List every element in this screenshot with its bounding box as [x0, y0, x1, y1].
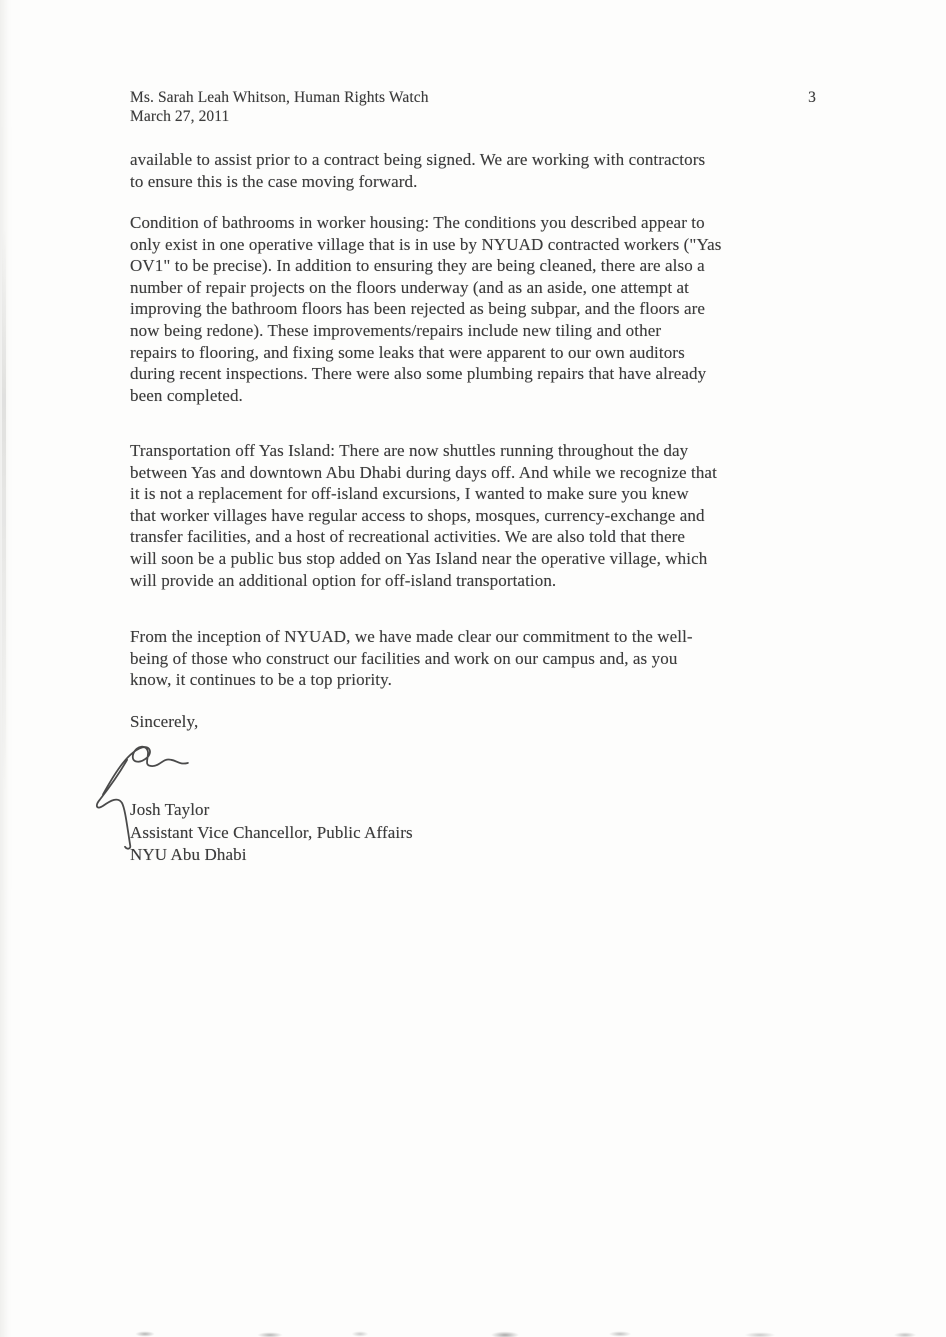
text-line: available to assist prior to a contract being signed. We are working with contractors — [130, 150, 706, 169]
text-line: only exist in one operative village that is in use by NYUAD contracted workers ("Yas — [130, 234, 722, 254]
paragraph-contract — [130, 149, 840, 192]
text-line: been completed. — [130, 385, 243, 405]
paragraph-commitment — [130, 626, 840, 691]
signature-block — [130, 799, 413, 867]
letter-header — [130, 88, 429, 126]
signer-title: Assistant Vice Chancellor, Public Affairs — [130, 822, 413, 842]
scan-bottom-smudges — [0, 1327, 946, 1337]
signer-name: Josh Taylor — [130, 800, 210, 819]
text-line: number of repair projects on the floors underway (and as an aside, one attempt at — [130, 277, 689, 297]
paragraph-bathrooms — [130, 212, 840, 406]
text-line: will provide an additional option for off-island transportation. — [130, 570, 557, 590]
text-line: improving the bathroom floors has been rejected as being subpar, and the floors are — [130, 299, 706, 319]
text-line: From the inception of NYUAD, we have made clear our commitment to the well- — [130, 627, 693, 646]
text-line: transfer facilities, and a host of recreational activities. We are also told that there — [130, 527, 686, 547]
scan-edge-artifact — [0, 0, 12, 1337]
text-line: know, it continues to be a top priority. — [130, 670, 392, 690]
text-line: during recent inspections. There were also some plumbing repairs that have already — [130, 364, 707, 384]
closing-salutation: Sincerely, — [130, 712, 199, 731]
paragraph-transportation — [130, 440, 840, 591]
signer-org: NYU Abu Dhabi — [130, 845, 247, 865]
text-line: Transportation off Yas Island: There are now shuttles running throughout the day — [130, 441, 689, 460]
text-line: it is not a replacement for off-island excursions, I wanted to make sure you knew — [130, 484, 689, 504]
text-line: will soon be a public bus stop added on Yas Island near the operative village, which — [130, 548, 708, 568]
text-line: that worker villages have regular access to shops, mosques, currency-exchange and — [130, 505, 705, 525]
text-line: now being redone). These improvements/repairs include new tiling and other — [130, 320, 662, 340]
text-line: between Yas and downtown Abu Dhabi during days off. And while we recognize that — [130, 462, 717, 482]
text-line: OV1" to be precise). In addition to ensuring they are being cleaned, there are also a — [130, 256, 705, 276]
text-line: repairs to flooring, and fixing some leaks that were apparent to our own auditors — [130, 342, 685, 362]
text-line: being of those who construct our facilities and work on our campus and, as you — [130, 648, 678, 668]
text-line: to ensure this is the case moving forward. — [130, 171, 418, 191]
text-line: Condition of bathrooms in worker housing: The conditions you described appear to — [130, 213, 705, 232]
header-date: March 27, 2011 — [130, 108, 230, 125]
header-recipient: Ms. Sarah Leah Whitson, Human Rights Watch — [130, 89, 429, 106]
page-number: 3 — [808, 89, 816, 106]
